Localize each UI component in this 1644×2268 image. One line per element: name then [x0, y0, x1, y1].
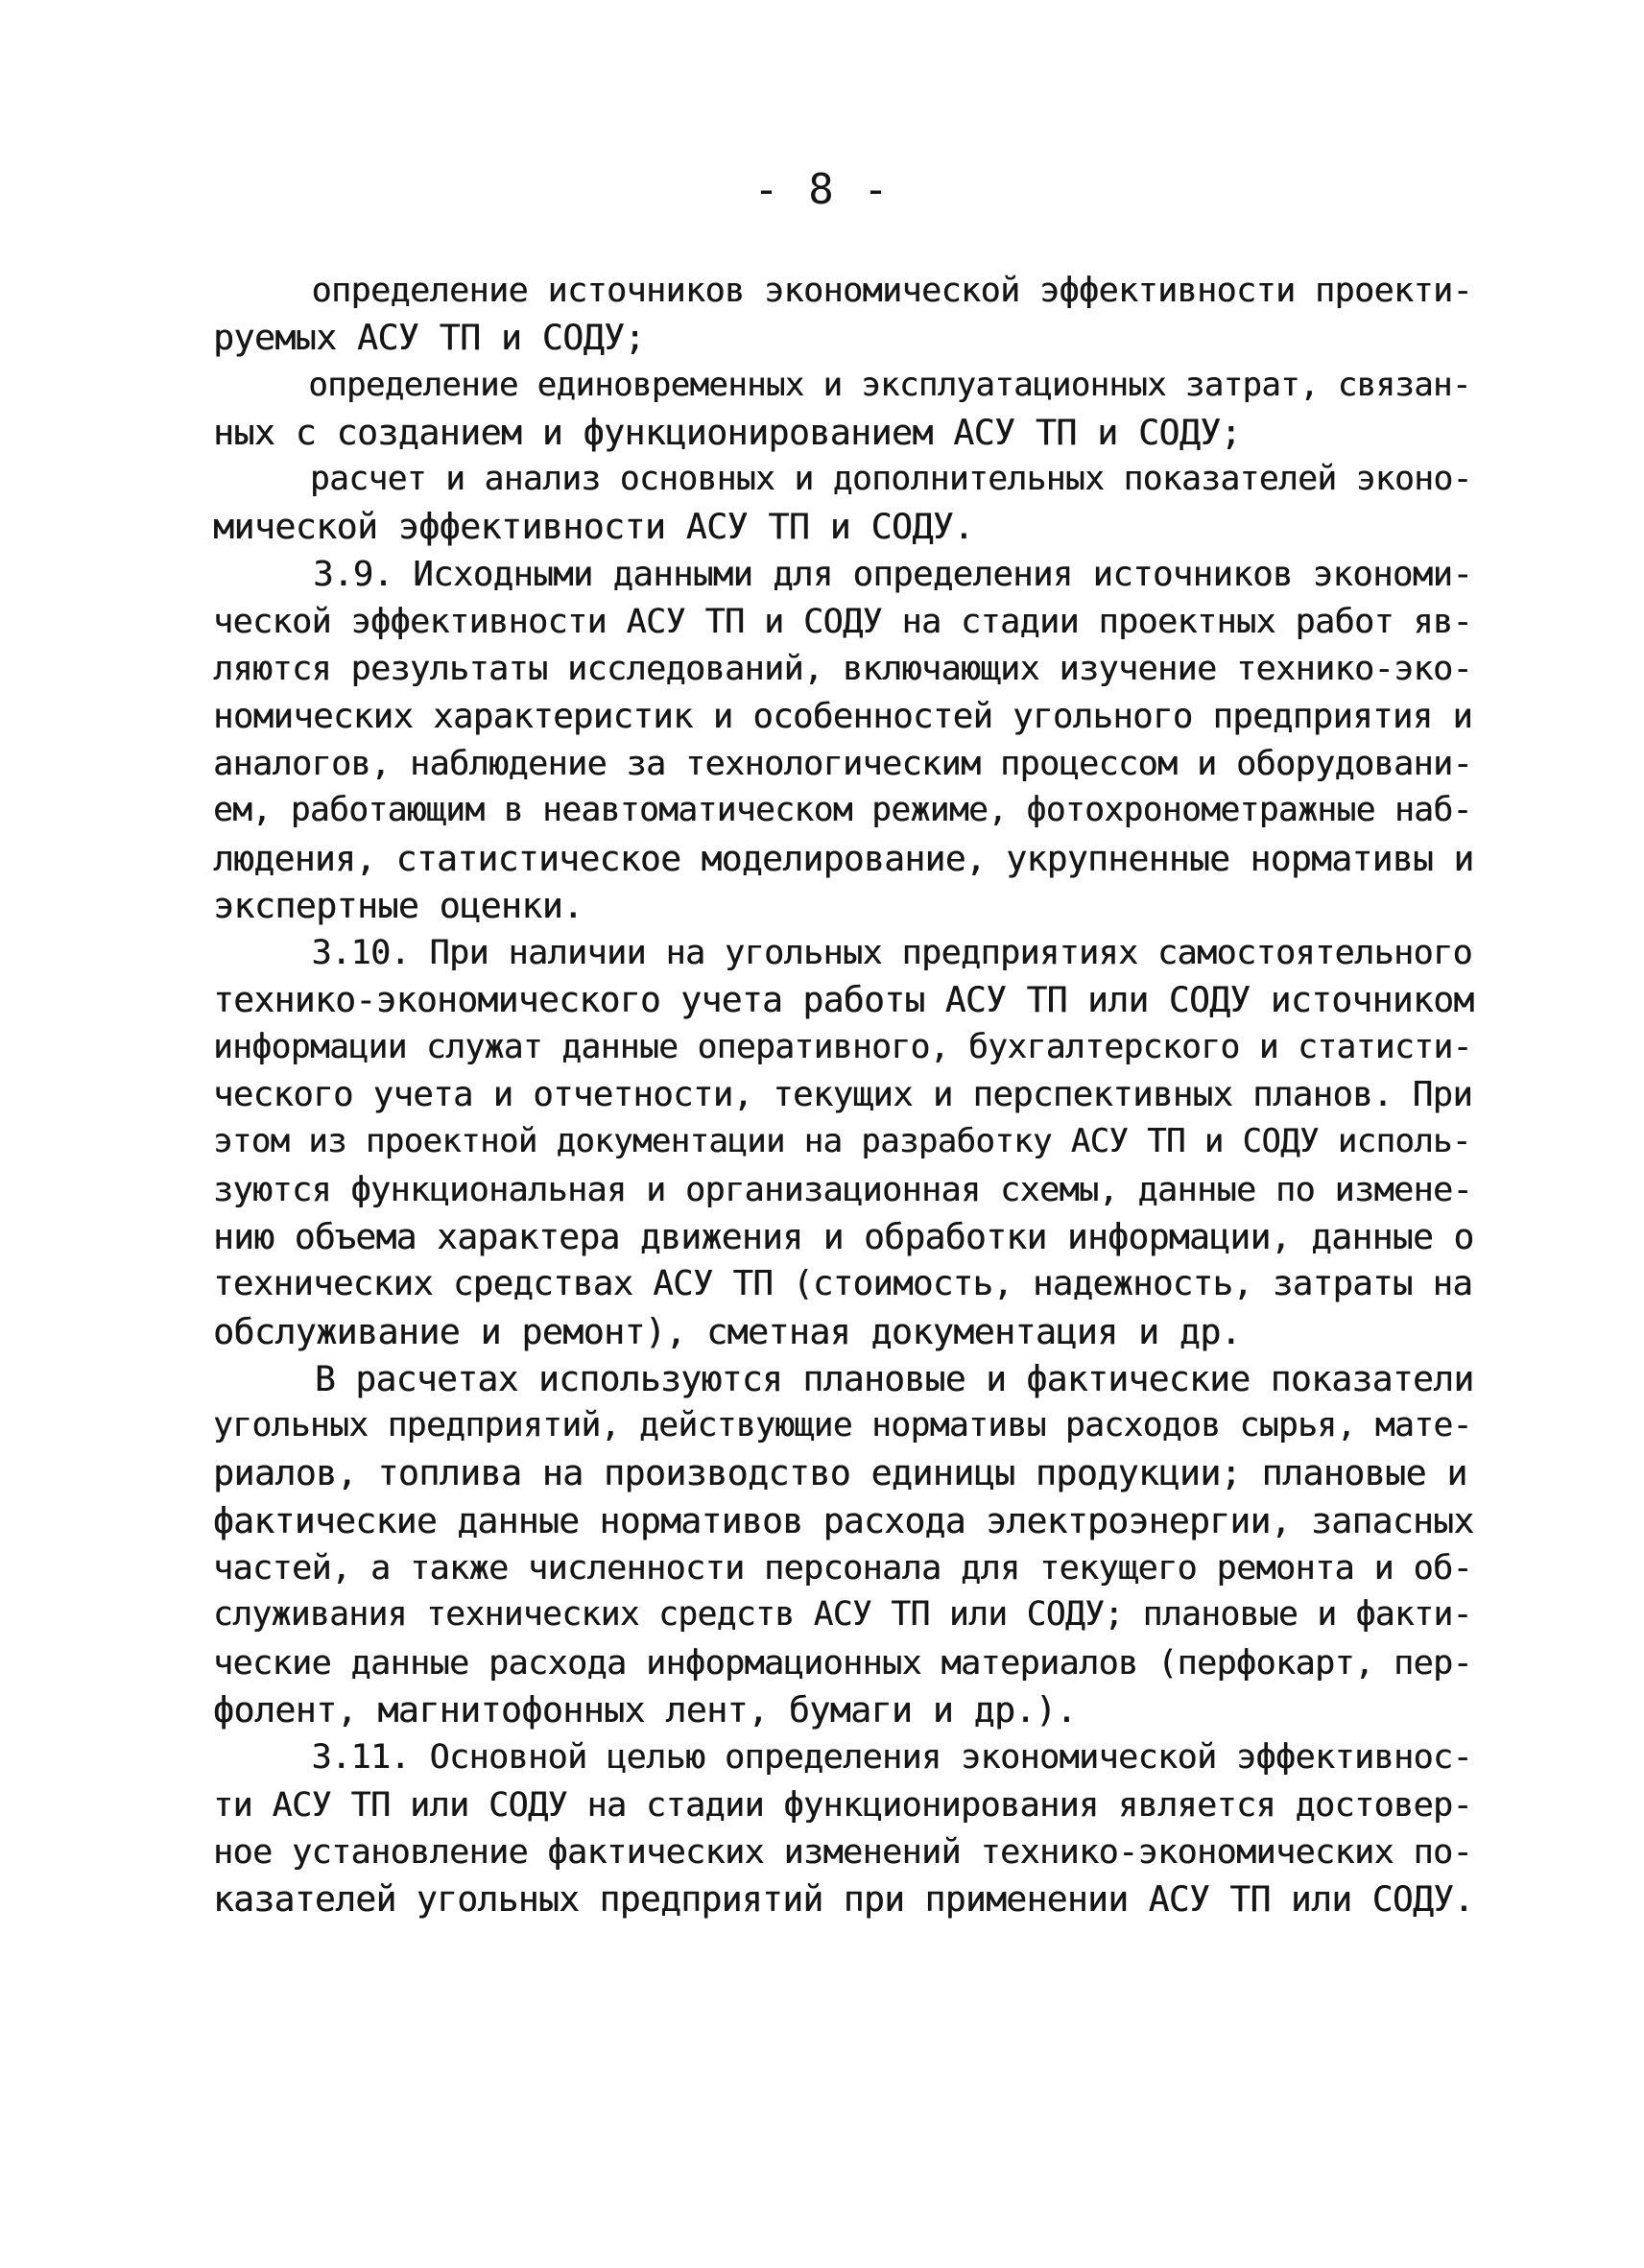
text-line: 3.9. Исходными данными для определения источников экономи-: [213, 554, 1473, 594]
text-line: нию объема характера движения и обработки информации, данные о: [213, 1215, 1474, 1257]
text-line: определение единовременных и эксплуатационных затрат, связан-: [213, 365, 1471, 404]
text-line: обслуживание и ремонт), сметная документация и др.: [213, 1310, 1242, 1352]
text-line: технических средствах АСУ ТП (стоимость, надежность, затраты на: [213, 1264, 1473, 1304]
text-line: определение источников экономической эффективности проекти-: [213, 271, 1473, 310]
text-line: этом из проектной документации на разработку АСУ ТП и СОДУ исполь-: [213, 1122, 1471, 1161]
text-line: людения, статистическое моделирование, укрупненные нормативы и: [213, 837, 1474, 879]
text-line: руемых АСУ ТП и СОДУ;: [213, 317, 645, 359]
text-line: расчет и анализ основных и дополнительных показателей эконо-: [213, 460, 1472, 499]
text-line: казателей угольных предприятий при применении АСУ ТП или СОДУ.: [213, 1878, 1474, 1921]
text-line: ных с созданием и функционированием АСУ ТП и СОДУ;: [213, 411, 1242, 453]
text-line: ем, работающим в неавтоматическом режиме, фотохронометражные наб-: [213, 791, 1472, 830]
text-line: угольных предприятий, действующие нормативы расходов сырья, мате-: [213, 1406, 1472, 1445]
text-line: ное установление фактических изменений технико-экономических по-: [213, 1831, 1473, 1872]
text-line: В расчетах используются плановые и фактические показатели: [213, 1357, 1474, 1399]
text-line: 3.11. Основной целью определения экономической эффективнос-: [213, 1737, 1473, 1778]
text-line: технико-экономического учета работы АСУ ТП или СОДУ источником: [213, 979, 1474, 1021]
text-line: аналогов, наблюдение за технологическим процессом и оборудовани-: [213, 743, 1473, 783]
text-line: ти АСУ ТП или СОДУ на стадии функционирования является достовер-: [213, 1784, 1473, 1825]
text-line: ляются результаты исследований, включающих изучение технико-эко-: [213, 649, 1473, 689]
page-number: - 8 -: [753, 165, 891, 214]
text-line: мической эффективности АСУ ТП и СОДУ.: [213, 506, 974, 548]
text-line: номических характеристик и особенностей угольного предприятия и: [213, 696, 1473, 736]
text-line: частей, а также численности персонала для текущего ремонта и об-: [213, 1548, 1473, 1588]
text-line: 3.10. При наличии на угольных предприятиях самостоятельного: [213, 933, 1473, 973]
text-line: ческой эффективности АСУ ТП и СОДУ на стадии проектных работ яв-: [213, 602, 1473, 642]
text-line: ческие данные расхода информационных материалов (перфокарт, пер-: [213, 1642, 1473, 1683]
text-line: ческого учета и отчетности, текущих и перспективных планов. При: [213, 1075, 1473, 1115]
text-line: служивания технических средств АСУ ТП или СОДУ; плановые и факти-: [213, 1595, 1472, 1635]
text-line: риалов, топлива на производство единицы продукции; плановые и: [213, 1452, 1467, 1494]
text-line: фолент, магнитофонных лент, бумаги и др.).: [213, 1688, 1077, 1731]
text-line: фактические данные нормативов расхода электроэнергии, запасных: [213, 1499, 1474, 1541]
text-line: экспертные оценки.: [213, 884, 584, 926]
text-line: информации служат данные оперативного, бухгалтерского и статисти-: [213, 1027, 1472, 1066]
text-line: зуются функциональная и организационная схемы, данные по измене-: [213, 1169, 1473, 1209]
body-text: [213, 267, 1480, 1922]
